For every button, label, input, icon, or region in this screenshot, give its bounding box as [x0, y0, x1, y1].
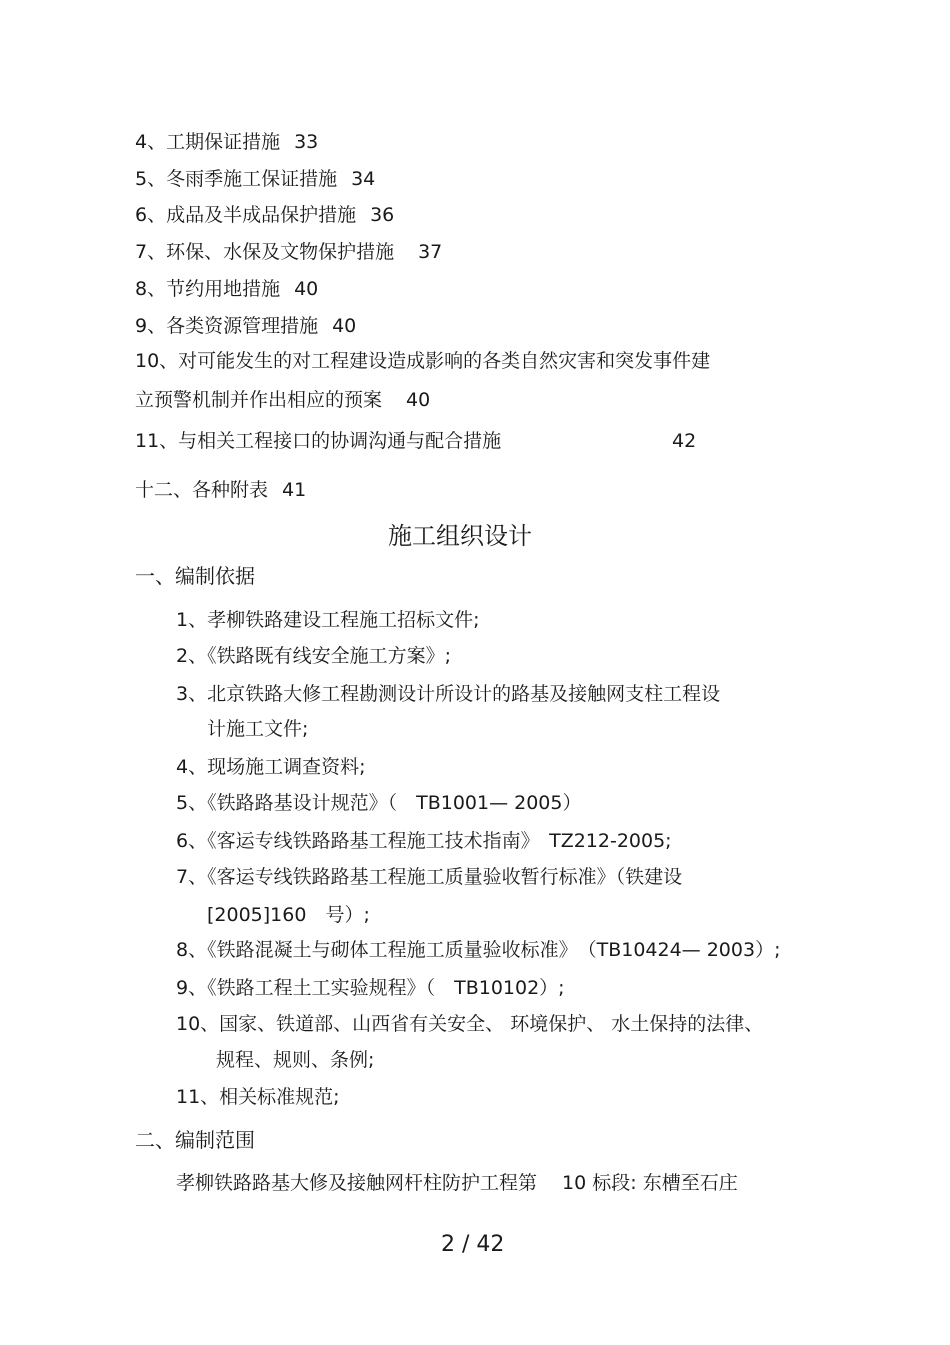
page-number: 2 / 42 [441, 1232, 505, 1257]
list-item: 规程、规则、条例; [216, 1049, 375, 1071]
list-item: 6、《客运专线铁路路基工程施工技术指南》 TZ212-2005; [176, 830, 672, 852]
toc-line: 10、对可能发生的对工程建设造成影响的各类自然灾害和突发事件建 [135, 350, 711, 372]
toc-line: 11、与相关工程接口的协调沟通与配合措施 [135, 430, 502, 452]
toc-line: 5、冬雨季施工保证措施 34 [135, 168, 376, 190]
list-item: 10、国家、铁道部、山西省有关安全、 环境保护、 水土保持的法律、 [176, 1013, 764, 1035]
toc-page-number: 41 [282, 479, 307, 501]
toc-page-number: 40 [406, 389, 431, 411]
document-title: 施工组织设计 [388, 522, 532, 550]
toc-page-number: 40 [332, 315, 357, 337]
toc-line: 7、环保、水保及文物保护措施 37 [135, 241, 443, 263]
toc-line: 8、节约用地措施 40 [135, 278, 319, 300]
list-item: 5、《铁路路基设计规范》（ TB1001— 2005） [176, 792, 582, 814]
list-item: 9、《铁路工程土工实验规程》（ TB10102）; [176, 977, 565, 999]
toc-page-number: 37 [418, 241, 443, 263]
list-item: 4、现场施工调查资料; [176, 756, 366, 778]
paragraph: 孝柳铁路路基大修及接触网杆柱防护工程第 10 标段: 东槽至石庄 [176, 1172, 738, 1194]
list-item: 11、相关标准规范; [176, 1086, 340, 1108]
list-item: 2、《铁路既有线安全施工方案》; [176, 645, 451, 667]
toc-line: 9、各类资源管理措施 40 [135, 315, 357, 337]
toc-line: 6、成品及半成品保护措施 36 [135, 204, 395, 226]
toc-page-number: 34 [351, 168, 376, 190]
list-item: [2005]160 号）; [207, 904, 370, 926]
toc-page-number: 40 [294, 278, 319, 300]
list-item: 计施工文件; [207, 718, 309, 740]
list-item: 3、北京铁路大修工程勘测设计所设计的路基及接触网支柱工程设 [176, 683, 721, 705]
section-heading: 一、编制依据 [135, 564, 255, 588]
toc-page-number: 36 [370, 204, 395, 226]
list-item: 7、《客运专线铁路路基工程施工质量验收暂行标准》（铁建设 [176, 866, 683, 888]
list-item: 1、孝柳铁路建设工程施工招标文件; [176, 609, 480, 631]
list-item: 8、《铁路混凝土与砌体工程施工质量验收标准》 （TB10424— 2003）; [176, 939, 781, 961]
toc-line: 4、工期保证措施 33 [135, 131, 319, 153]
toc-line: 十二、各种附表 41 [135, 479, 307, 501]
toc-page-number: 42 [672, 430, 697, 452]
section-heading: 二、编制范围 [135, 1128, 255, 1152]
toc-page-number: 33 [294, 131, 319, 153]
toc-line: 立预警机制并作出相应的预案 40 [135, 389, 431, 411]
